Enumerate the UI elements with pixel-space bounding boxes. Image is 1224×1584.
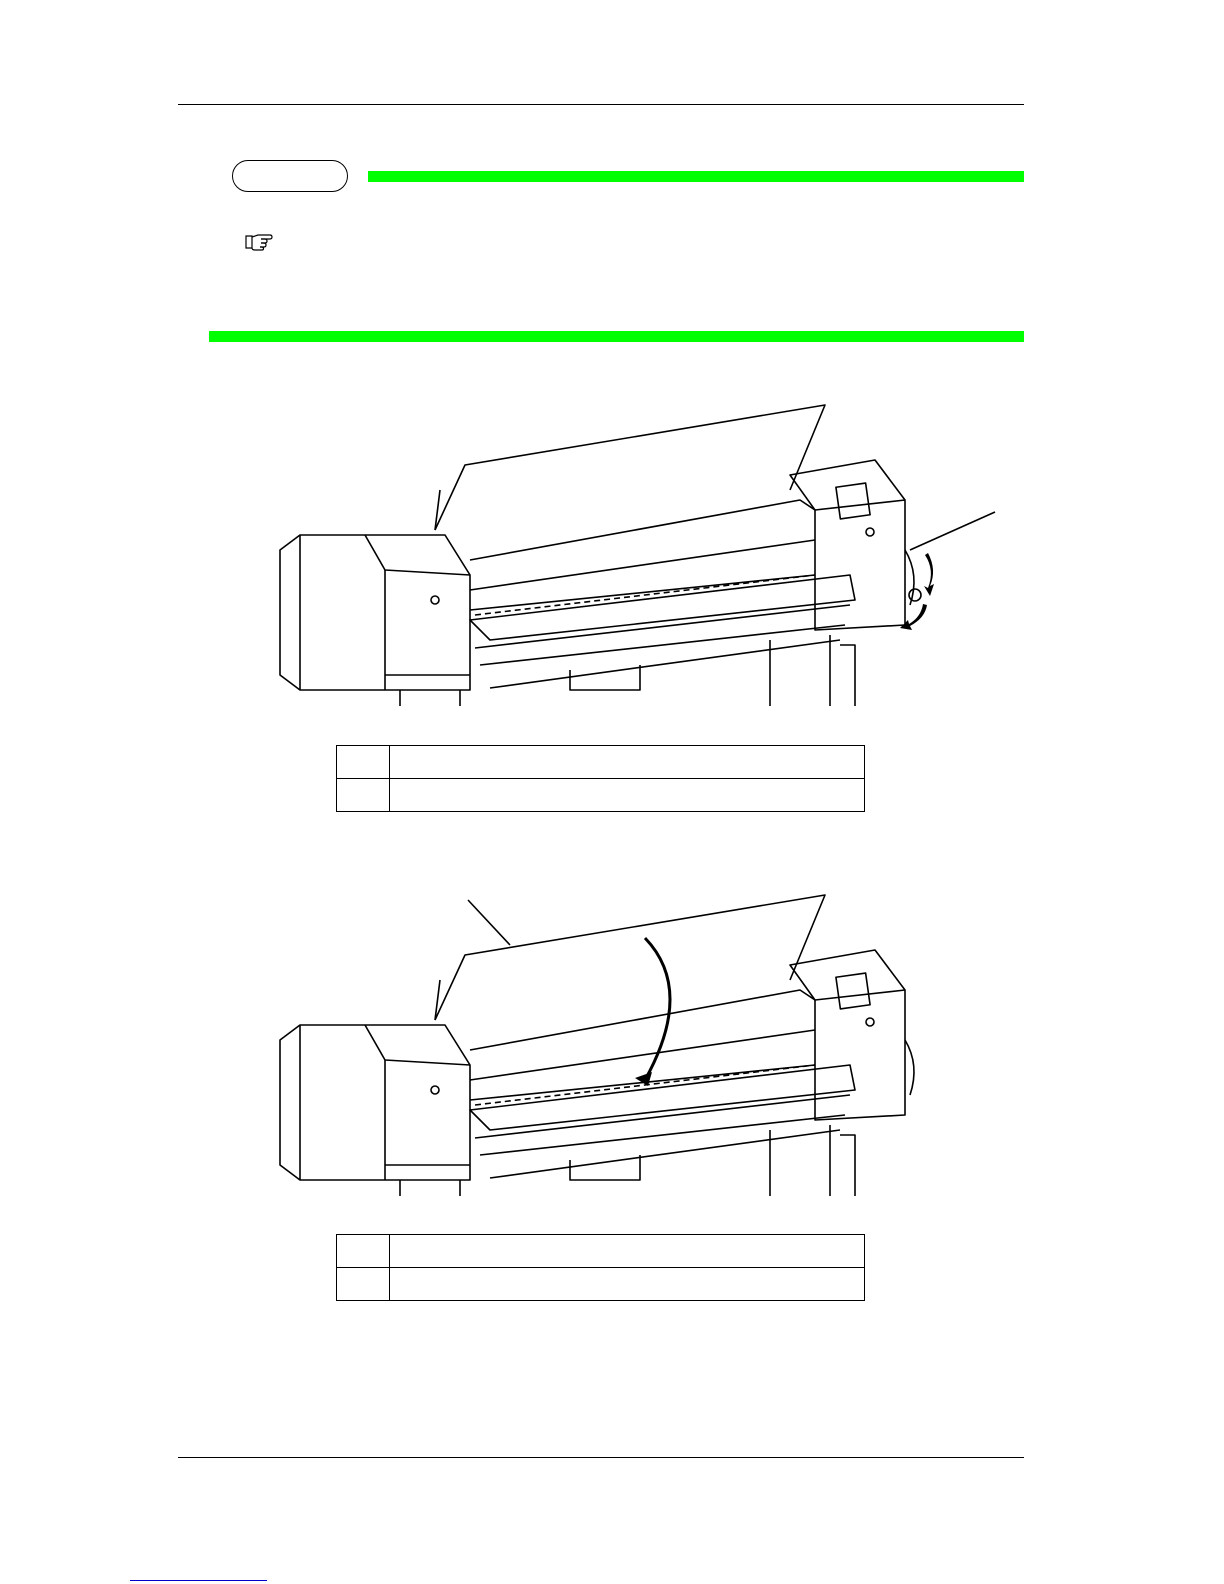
note-top-bar (368, 171, 1024, 182)
step-number (337, 746, 390, 779)
pointing-hand-icon (244, 232, 274, 252)
footer-rule (178, 1457, 1024, 1458)
header-rule (178, 104, 1024, 105)
step-text (390, 746, 865, 779)
step-number (337, 779, 390, 812)
table-row (337, 1235, 865, 1268)
note-badge (232, 160, 348, 192)
step-number (337, 1235, 390, 1268)
table-row (337, 746, 865, 779)
step-table-2 (336, 1234, 865, 1301)
step-text (390, 1235, 865, 1268)
step-text (390, 1268, 865, 1301)
table-row (337, 779, 865, 812)
step-text (390, 779, 865, 812)
note-bottom-bar (209, 331, 1024, 342)
printer-illustration-media-cover (270, 880, 1030, 1210)
step-table-1 (336, 745, 865, 812)
printer-illustration-feed-knob (270, 390, 1030, 720)
footer-link-underline[interactable] (130, 1580, 267, 1581)
table-row (337, 1268, 865, 1301)
step-number (337, 1268, 390, 1301)
